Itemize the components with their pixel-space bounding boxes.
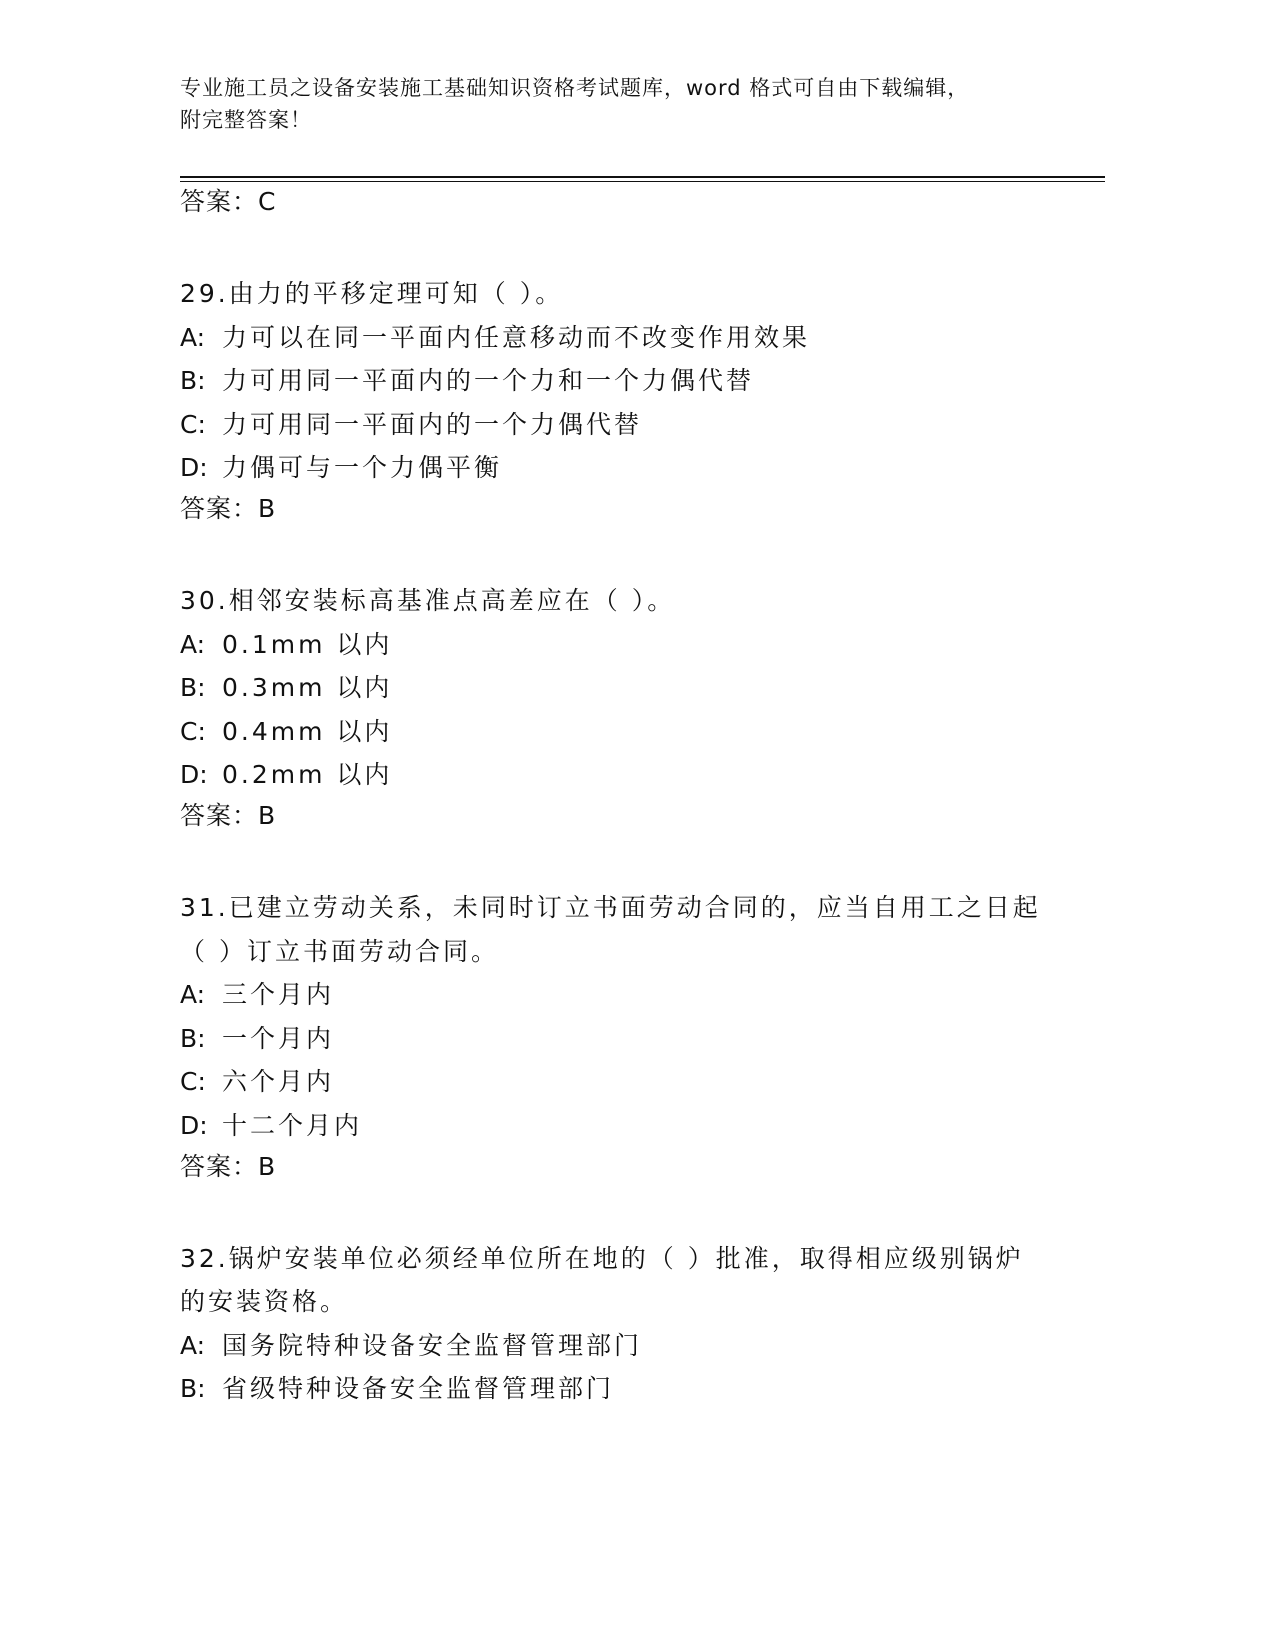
option-text: 0.1mm 以内: [222, 629, 393, 659]
option-key: A:: [180, 629, 206, 659]
option-key: B:: [180, 366, 206, 396]
question-stem: [180, 272, 1110, 316]
option-key: C:: [180, 716, 206, 746]
option-text: 力偶可与一个力偶平衡: [222, 453, 503, 483]
option-text: 国务院特种设备安全监督管理部门: [222, 1330, 643, 1360]
option-key: A:: [180, 322, 206, 352]
header-divider-thick: [180, 176, 1105, 178]
option-d: [180, 446, 1110, 490]
option-key: C:: [180, 409, 206, 439]
option-c: [180, 1060, 1110, 1104]
option-text: 0.4mm 以内: [222, 716, 393, 746]
question-list: [180, 185, 1110, 1411]
question-stem: [180, 886, 1110, 973]
option-key: D:: [180, 1110, 208, 1140]
question-stem-line: 29.由力的平移定理可知（ ）。: [180, 279, 564, 308]
header-divider-thin: [180, 181, 1105, 182]
question-30: [180, 579, 1110, 833]
option-key: D:: [180, 453, 208, 483]
option-a: [180, 973, 1110, 1017]
option-text: 一个月内: [222, 1023, 335, 1053]
document-header: [180, 72, 1060, 136]
option-c: [180, 710, 1110, 754]
option-key: C:: [180, 1067, 206, 1097]
option-text: 三个月内: [222, 980, 335, 1010]
question-stem-line: 31.已建立劳动关系，未同时订立书面劳动合同的，应当自用工之日起: [180, 892, 1041, 922]
option-text: 六个月内: [222, 1067, 335, 1097]
option-text: 力可用同一平面内的一个力偶代替: [222, 409, 643, 439]
option-key: A:: [180, 1330, 206, 1360]
answer-line: 答案：B: [180, 1151, 277, 1181]
option-d: [180, 1104, 1110, 1148]
option-d: [180, 753, 1110, 797]
option-key: B:: [180, 1374, 206, 1404]
option-b: [180, 1017, 1110, 1061]
option-b: [180, 666, 1110, 710]
answer-line: 答案：B: [180, 493, 277, 523]
option-key: B:: [180, 673, 206, 703]
answer-line: 答案：C: [180, 187, 277, 216]
question-32: [180, 1237, 1110, 1411]
question-stem-line: 32.锅炉安装单位必须经单位所在地的（ ）批准，取得相应级别锅炉: [180, 1243, 1024, 1273]
question-stem: [180, 1237, 1110, 1324]
header-line-1: 专业施工员之设备安装施工基础知识资格考试题库，word 格式可自由下载编辑，: [180, 76, 970, 100]
question-stem-line: （ ）订立书面劳动合同。: [180, 936, 499, 966]
header-line-2: 附完整答案！: [180, 108, 312, 132]
question-29: [180, 272, 1110, 526]
option-a: [180, 316, 1110, 360]
question-stem: [180, 579, 1110, 623]
option-a: [180, 1324, 1110, 1368]
option-c: [180, 403, 1110, 447]
question-stem-line: 的安装资格。: [180, 1287, 349, 1317]
option-text: 力可以在同一平面内任意移动而不改变作用效果: [222, 322, 811, 352]
option-key: B:: [180, 1023, 206, 1053]
option-b: [180, 1367, 1110, 1411]
option-a: [180, 623, 1110, 667]
option-text: 0.2mm 以内: [222, 760, 393, 790]
question-31: [180, 886, 1110, 1184]
option-text: 十二个月内: [222, 1110, 363, 1140]
option-text: 0.3mm 以内: [222, 673, 393, 703]
question-stem-line: 30.相邻安装标高基准点高差应在（ ）。: [180, 585, 676, 615]
option-text: 省级特种设备安全监督管理部门: [222, 1374, 615, 1404]
option-text: 力可用同一平面内的一个力和一个力偶代替: [222, 366, 755, 396]
option-key: A:: [180, 980, 206, 1010]
option-key: D:: [180, 760, 208, 790]
option-b: [180, 359, 1110, 403]
answer-line: 答案：B: [180, 800, 277, 830]
